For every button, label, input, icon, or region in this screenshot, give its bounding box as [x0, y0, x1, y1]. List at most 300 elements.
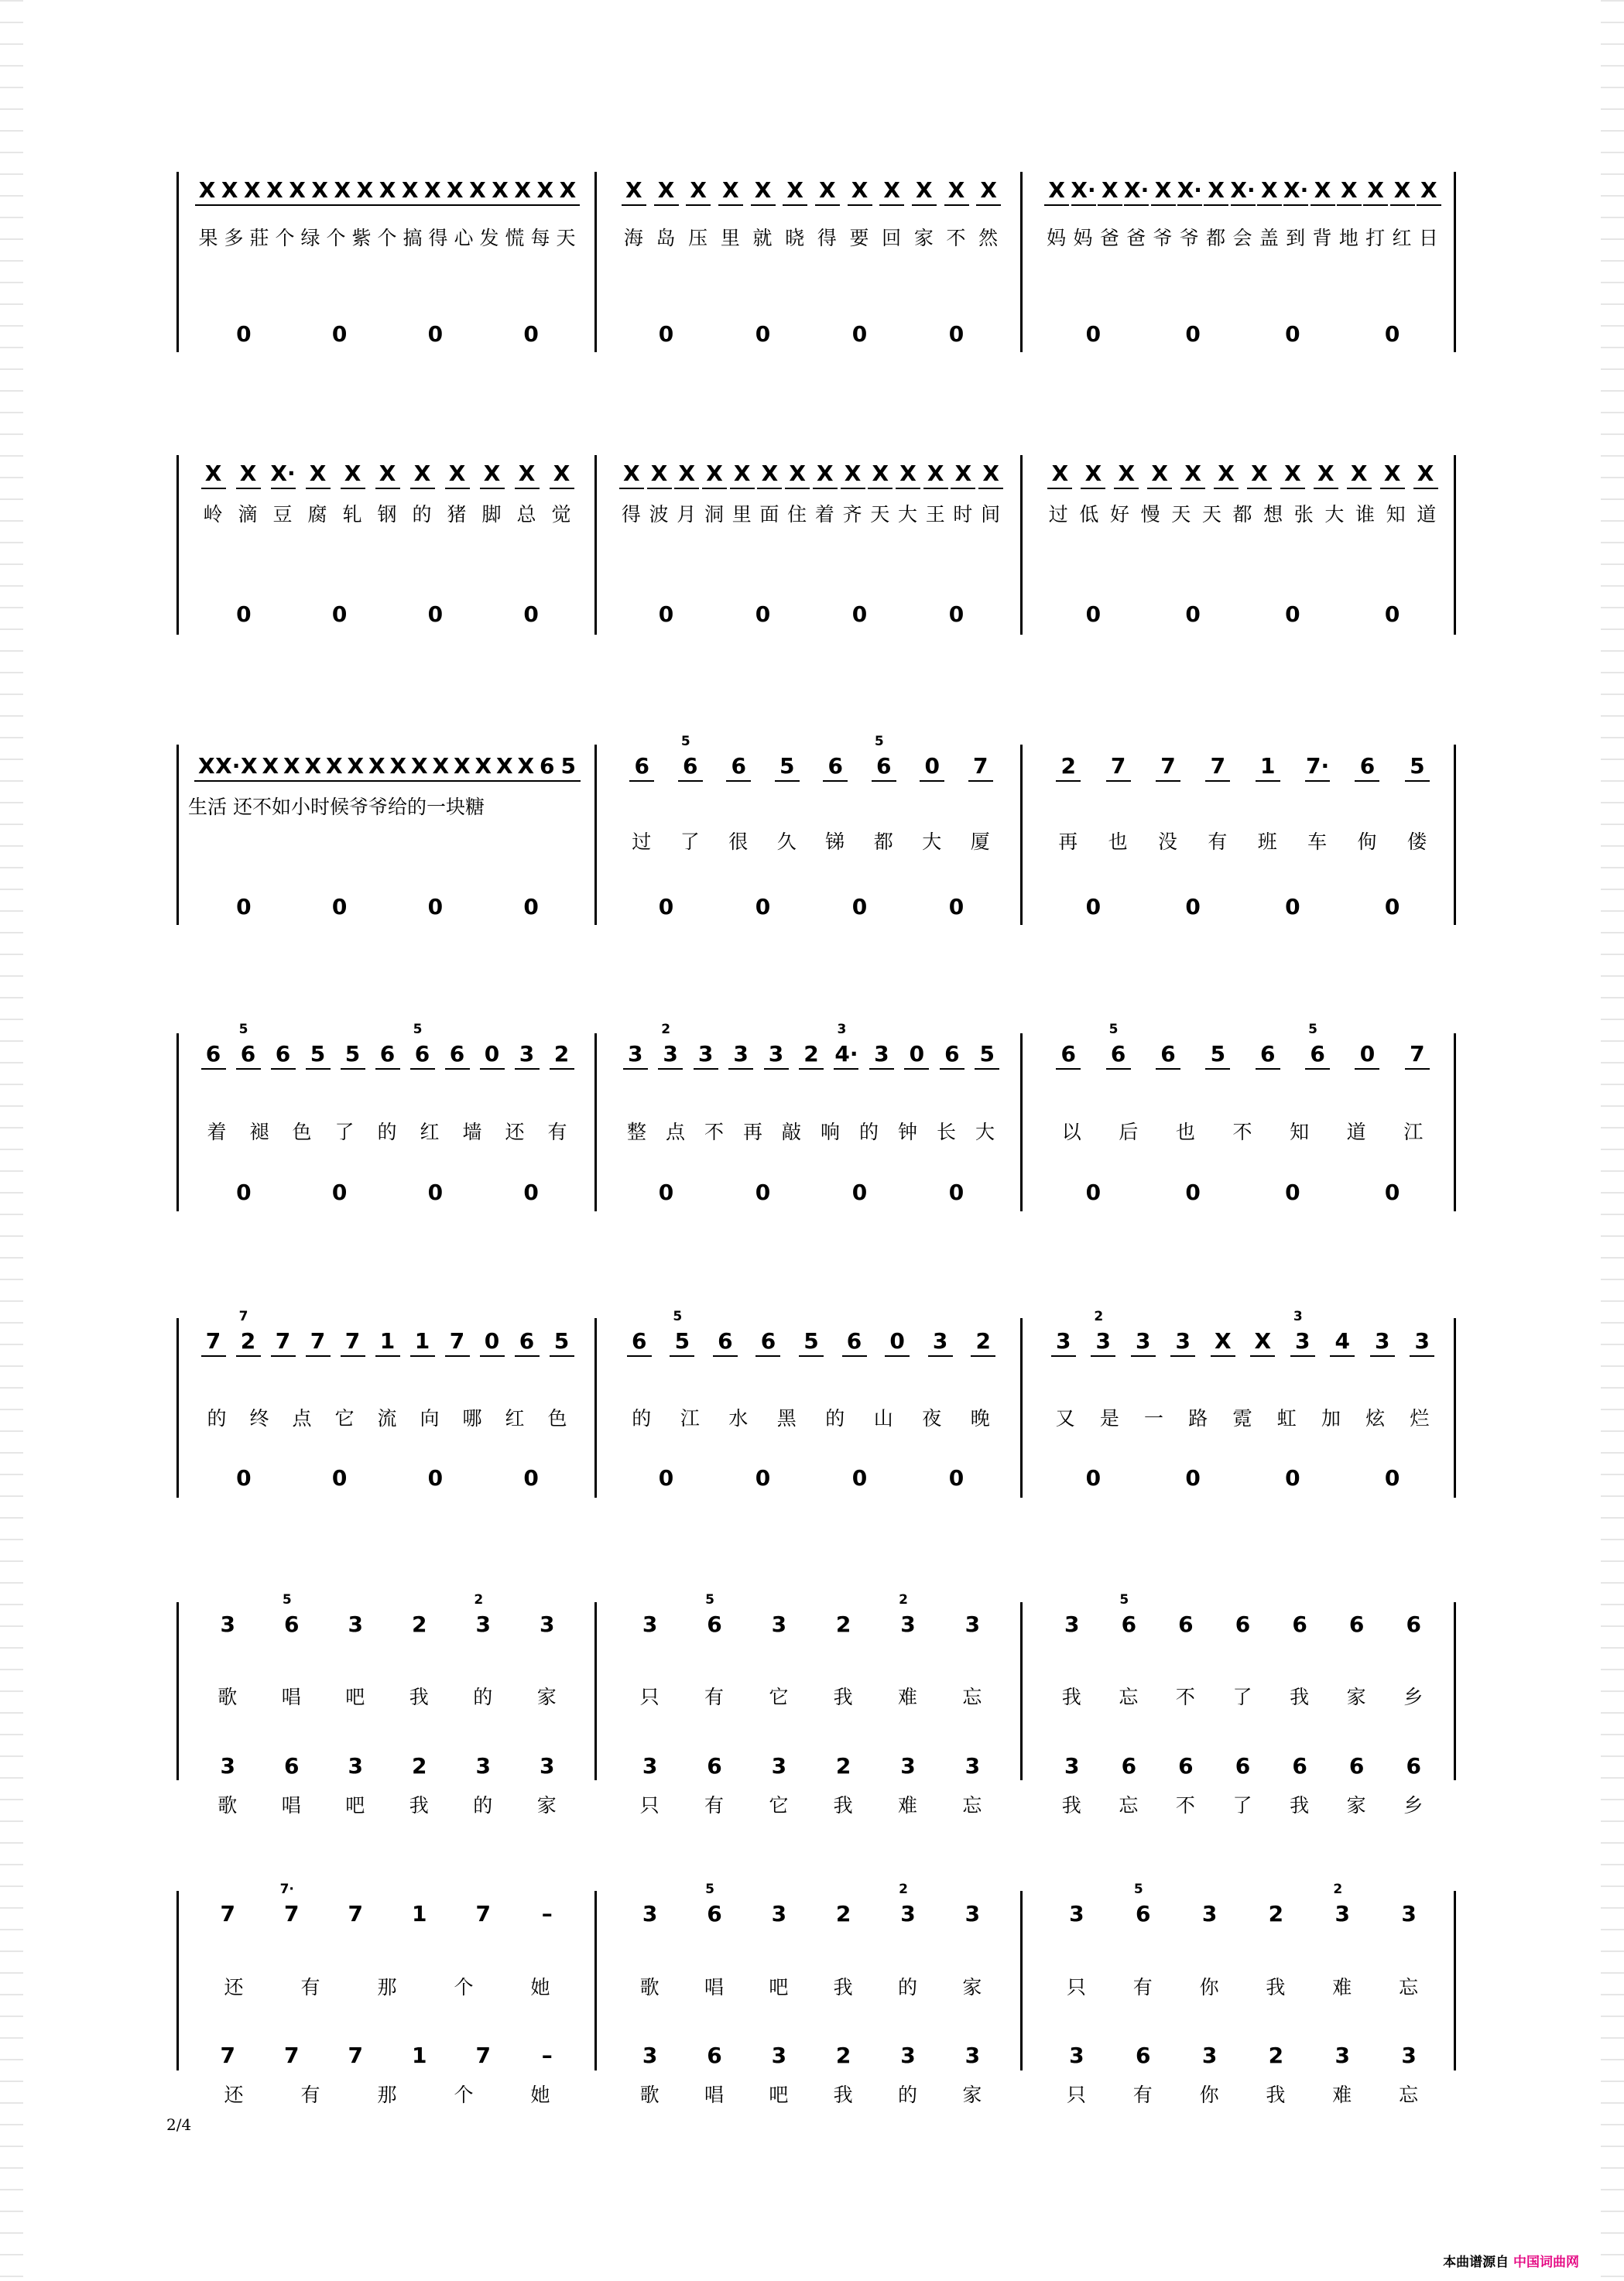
lyric-syllable: 道: [1417, 503, 1437, 526]
melody-note: X: [536, 177, 554, 203]
melody-note: X: [754, 177, 772, 203]
lyric-syllable: 家: [962, 1976, 982, 1998]
melody-note: 0: [1359, 1041, 1376, 1067]
melody-note: 3: [964, 1901, 981, 1927]
melody-note: 5: [779, 753, 795, 779]
lyric-syllable: 难: [1332, 1976, 1352, 1998]
left-page-border: [0, 0, 23, 2281]
beam-line: [445, 1355, 470, 1357]
lyric-syllable: 江: [680, 1407, 700, 1430]
melody-note: 6: [760, 1328, 776, 1354]
lyric-syllable: 谁: [1355, 503, 1375, 526]
beam-line: [1410, 1355, 1434, 1357]
beam-line: [1081, 488, 1105, 489]
melody-note: 3: [932, 1328, 948, 1354]
bass-lyric-syllable: 家: [1346, 1794, 1366, 1817]
melody-note: X: [1341, 177, 1358, 203]
melody-note: X: [344, 461, 361, 486]
melody-note: X: [1367, 177, 1384, 203]
grace-note: 5: [705, 1592, 714, 1608]
lyric-syllable: 乡: [1403, 1686, 1424, 1708]
melody-note: X: [492, 177, 509, 203]
lyric-syllable: 大: [922, 831, 942, 853]
beam-line: [658, 1068, 683, 1070]
beam-line: [1180, 488, 1205, 489]
bass-note: 3: [964, 1753, 981, 1779]
beam-line: [799, 1355, 824, 1357]
melody-note: 6: [1406, 1611, 1421, 1637]
lyric-syllable: 烂: [1410, 1407, 1430, 1430]
beam-line: [674, 488, 699, 489]
bass-note: 0: [658, 1180, 674, 1205]
melody-note: 3: [733, 1041, 749, 1067]
lyric-syllable: 都: [1206, 227, 1226, 249]
beam-line: [1131, 1355, 1156, 1357]
beam-line: [1205, 780, 1230, 782]
beam-line: [1044, 204, 1069, 206]
melody-note: 3: [1095, 1328, 1111, 1354]
lyric-syllable: 只: [639, 1686, 660, 1708]
melody-note: X: [469, 177, 486, 203]
beam-line: [1047, 488, 1072, 489]
lyric-syllable: 还: [224, 1976, 244, 1998]
lyric-syllable: 夜: [922, 1407, 942, 1430]
beam-line: [445, 1068, 470, 1070]
melody-note: 5: [979, 1041, 995, 1067]
grace-note: 3: [837, 1022, 847, 1037]
lyric-syllable: 爸: [1126, 227, 1146, 249]
melody-note: X: [1317, 461, 1334, 486]
lyric-syllable: 偻: [1406, 831, 1427, 853]
melody-note: 6: [1136, 1901, 1151, 1927]
melody-note: X: [982, 461, 999, 486]
melody-note: X: [448, 461, 466, 486]
bass-note: 0: [427, 894, 444, 920]
melody-note: X: [1254, 1328, 1272, 1354]
grace-note: 2: [899, 1592, 908, 1608]
melody-note: 5: [1210, 1041, 1226, 1067]
lyric-syllable: 你: [1199, 1976, 1219, 1998]
bass-note: 0: [1384, 1180, 1400, 1205]
barline: [1454, 172, 1456, 352]
melody-note: 0: [924, 753, 940, 779]
beam-line: [783, 204, 807, 206]
bass-lyric-syllable: 我: [409, 1794, 429, 1817]
bass-note: 0: [1185, 321, 1201, 347]
lyric-syllable: 压: [688, 227, 708, 249]
bass-lyric-syllable: 唱: [281, 1794, 301, 1817]
melody-note: X: [453, 753, 471, 779]
bass-note: 0: [658, 894, 674, 920]
melody-note: 4: [1334, 1328, 1350, 1354]
beam-line: [815, 204, 840, 206]
melody-note: X: [514, 177, 531, 203]
lyric-syllable: 敲: [782, 1121, 802, 1143]
lyric-syllable: 岭: [203, 503, 223, 526]
melody-note: X: [678, 461, 696, 486]
grace-note: 2: [1333, 1882, 1343, 1897]
melody-note: X: [240, 753, 258, 779]
bass-note: 0: [236, 1180, 252, 1205]
bass-note: 0: [948, 1180, 964, 1205]
melody-note: 2: [835, 1901, 851, 1927]
lyric-syllable: 忘: [1399, 1976, 1419, 1998]
lyric-syllable: 它: [769, 1686, 789, 1708]
lyric-syllable: 有: [547, 1121, 567, 1143]
beam-line: [1114, 488, 1139, 489]
beam-line: [1106, 1068, 1131, 1070]
melody-note: 6: [634, 753, 649, 779]
bass-note: 0: [523, 321, 539, 347]
lyric-syllable: 炫: [1365, 1407, 1386, 1430]
lyric-syllable: 背: [1312, 227, 1332, 249]
melody-note: 7: [284, 1901, 300, 1927]
lyric-syllable: 再: [1058, 831, 1078, 853]
lyric-syllable: 点: [666, 1121, 686, 1143]
bass-note: 0: [523, 601, 539, 627]
beam-line: [443, 204, 468, 206]
beam-line: [488, 204, 512, 206]
beam-line: [841, 488, 865, 489]
lyric-line: 生活 还不如小时候爷爷给的一块糖: [188, 796, 485, 818]
melody-note: X: [289, 177, 306, 203]
bass-note: 6: [1178, 1753, 1194, 1779]
bass-note: 0: [851, 321, 868, 347]
melody-note: 3: [475, 1611, 491, 1637]
barline: [1020, 745, 1023, 925]
melody-note: X: [1208, 177, 1225, 203]
lyric-syllable: 是: [1099, 1407, 1119, 1430]
lyric-syllable: 面: [759, 503, 779, 526]
beam-line: [410, 488, 435, 489]
beam-line: [1355, 780, 1379, 782]
lyric-syllable: 大: [1324, 503, 1345, 526]
barline: [1454, 1891, 1456, 2070]
melody-note: X: [283, 753, 300, 779]
bass-note: 0: [1085, 321, 1102, 347]
beam-line: [686, 204, 711, 206]
beam-line: [1211, 1355, 1235, 1357]
bass-note: 0: [331, 321, 348, 347]
bass-note: 0: [755, 894, 771, 920]
lyric-syllable: 王: [925, 503, 945, 526]
bass-note: 0: [755, 1465, 771, 1491]
melody-note: 7: [344, 1328, 361, 1354]
beam-line: [1311, 204, 1335, 206]
melody-note: X: [379, 177, 396, 203]
beam-line: [1405, 1068, 1430, 1070]
lyric-syllable: 不: [946, 227, 966, 249]
melody-note: 0: [889, 1328, 905, 1354]
melody-note: X·: [1230, 177, 1256, 203]
bass-note: 7: [220, 2043, 235, 2068]
bass-lyric-syllable: 的: [898, 2084, 918, 2106]
lyric-syllable: 家: [1346, 1686, 1366, 1708]
lyric-syllable: 歌: [218, 1686, 238, 1708]
lyric-syllable: 月: [677, 503, 697, 526]
barline: [1020, 1602, 1023, 1780]
beam-line: [1290, 1355, 1315, 1357]
lyric-syllable: 终: [249, 1407, 269, 1430]
melody-note: 6: [414, 1041, 430, 1067]
beam-line: [971, 1355, 995, 1357]
melody-note: X·: [270, 461, 296, 486]
barline: [176, 172, 179, 352]
lyric-syllable: 齐: [842, 503, 862, 526]
bass-note: 0: [523, 1180, 539, 1205]
melody-note: 1: [412, 1901, 427, 1927]
melody-note: 7: [220, 1901, 235, 1927]
beam-line: [1417, 204, 1441, 206]
beam-line: [799, 1068, 824, 1070]
melody-note: 6: [275, 1041, 291, 1067]
lyric-syllable: 就: [752, 227, 773, 249]
beam-line: [718, 204, 743, 206]
lyric-syllable: 褪: [249, 1121, 269, 1143]
lyric-syllable: 过: [632, 831, 652, 853]
melody-note: 3: [1414, 1328, 1430, 1354]
bass-lyric-syllable: 只: [639, 1794, 660, 1817]
lyric-syllable: 锑: [825, 831, 845, 853]
beam-line: [928, 1355, 953, 1357]
melody-note: 6: [846, 1328, 862, 1354]
melody-note: 3: [642, 1611, 658, 1637]
melody-note: X: [325, 753, 343, 779]
melody-note: 3: [874, 1041, 889, 1067]
lyric-syllable: 班: [1257, 831, 1277, 853]
beam-line: [872, 780, 896, 782]
barline: [594, 172, 597, 352]
melody-note: X: [311, 177, 328, 203]
melody-note: 2: [553, 1041, 570, 1067]
lyric-syllable: 爸: [1099, 227, 1119, 249]
bass-note: 0: [523, 894, 539, 920]
lyric-syllable: 都: [1232, 503, 1252, 526]
bass-note: 0: [331, 1465, 348, 1491]
beam-line: [775, 780, 800, 782]
lyric-syllable: 腐: [307, 503, 327, 526]
melody-note: X: [1151, 461, 1168, 486]
lyric-syllable: 的: [632, 1407, 652, 1430]
melody-note: 7: [275, 1328, 291, 1354]
bass-note: 3: [475, 1753, 491, 1779]
bass-lyric-syllable: 难: [1332, 2084, 1352, 2106]
beam-line: [420, 204, 445, 206]
beam-line: [1337, 204, 1362, 206]
beam-line: [627, 1355, 652, 1357]
beam-line: [271, 488, 296, 489]
barline: [594, 1318, 597, 1498]
melody-note: X: [947, 177, 965, 203]
melody-note: X: [1420, 177, 1437, 203]
beam-line: [480, 1355, 505, 1357]
melody-note: 7: [205, 1328, 221, 1354]
lyric-syllable: 大: [975, 1121, 995, 1143]
beam-line: [879, 204, 904, 206]
barline: [176, 1602, 179, 1780]
lyric-syllable: 大: [898, 503, 918, 526]
melody-note: 3: [1069, 1901, 1084, 1927]
lyric-syllable: 路: [1188, 1407, 1208, 1430]
bass-note: 0: [658, 321, 674, 347]
beam-line: [1071, 204, 1096, 206]
barline: [594, 1891, 597, 2070]
lyric-syllable: 晓: [785, 227, 805, 249]
melody-note: 1: [379, 1328, 396, 1354]
lyric-syllable: 那: [377, 1976, 397, 1998]
beam-line: [1056, 780, 1081, 782]
bass-lyric-syllable: 只: [1066, 2084, 1086, 2106]
lyric-syllable: 黑: [776, 1407, 797, 1430]
bass-note: 3: [1064, 1753, 1080, 1779]
lyric-syllable: 我: [1266, 1976, 1286, 1998]
lyric-syllable: 了: [1232, 1686, 1252, 1708]
beam-line: [375, 488, 400, 489]
beam-line: [1147, 488, 1172, 489]
grace-note: 2: [899, 1882, 908, 1897]
lyric-syllable: 虹: [1276, 1407, 1297, 1430]
beam-line: [654, 204, 679, 206]
lyric-syllable: 色: [547, 1407, 567, 1430]
beam-line: [410, 1068, 435, 1070]
melody-note: 6: [707, 1611, 722, 1637]
melody-note: X: [1284, 461, 1301, 486]
bass-note: 3: [642, 1753, 658, 1779]
beam-line: [868, 488, 893, 489]
melody-note: –: [541, 1901, 553, 1927]
beam-line: [1280, 488, 1305, 489]
beam-line: [1098, 204, 1122, 206]
lyric-syllable: 整: [627, 1121, 647, 1143]
grace-note: 5: [680, 734, 690, 749]
bass-note: 0: [427, 1465, 444, 1491]
bass-note: 0: [236, 321, 252, 347]
grace-note: 5: [1108, 1022, 1119, 1037]
bass-note: 0: [948, 1465, 964, 1491]
melody-note: 7: [310, 1328, 326, 1354]
beam-line: [240, 204, 265, 206]
bass-note: 0: [1384, 321, 1400, 347]
barline: [1454, 455, 1456, 635]
melody-note: 6: [240, 1041, 256, 1067]
melody-note: X: [475, 753, 492, 779]
melody-note: X: [389, 753, 407, 779]
melody-note: X: [401, 177, 419, 203]
lyric-syllable: 家: [536, 1686, 557, 1708]
beam-line: [1106, 780, 1131, 782]
lyric-syllable: 滴: [238, 503, 258, 526]
bass-note: 0: [1085, 894, 1102, 920]
lyric-syllable: 脚: [481, 503, 502, 526]
beam-line: [515, 488, 540, 489]
bass-note: 0: [851, 601, 868, 627]
beam-line: [623, 1068, 648, 1070]
lyric-syllable: 有: [1132, 1976, 1153, 1998]
lyric-syllable: 绿: [300, 227, 320, 249]
melody-note: 3: [220, 1611, 235, 1637]
lyric-syllable: 妈: [1073, 227, 1093, 249]
beam-line: [1250, 1355, 1275, 1357]
lyric-syllable: 日: [1418, 227, 1438, 249]
bass-note: 0: [523, 1465, 539, 1491]
bass-lyric-syllable: 的: [473, 1794, 493, 1817]
melody-note: X: [1251, 461, 1268, 486]
beam-line: [755, 1355, 780, 1357]
lyric-syllable: 天: [870, 503, 890, 526]
beam-line: [306, 1355, 331, 1357]
bass-note: 3: [220, 1753, 235, 1779]
melody-note: 6: [1060, 1041, 1076, 1067]
beam-line: [842, 1355, 867, 1357]
beam-line: [1204, 204, 1228, 206]
beam-line: [968, 780, 993, 782]
melody-note: 6: [632, 1328, 647, 1354]
beam-line: [1156, 1068, 1180, 1070]
melody-note: X: [483, 461, 501, 486]
beam-line: [1305, 780, 1330, 782]
lyric-syllable: 山: [873, 1407, 893, 1430]
melody-note: 3: [771, 1901, 787, 1927]
lyric-syllable: 都: [873, 831, 893, 853]
bass-lyric-syllable: 我: [1290, 1794, 1310, 1817]
beam-line: [1363, 204, 1388, 206]
melody-note: X: [410, 753, 428, 779]
melody-note: X: [657, 177, 675, 203]
grace-note: 5: [1308, 1022, 1317, 1037]
melody-note: X: [432, 753, 450, 779]
barline: [1020, 172, 1023, 352]
lyric-syllable: 向: [420, 1407, 440, 1430]
beam-line: [533, 204, 557, 206]
barline: [176, 1318, 179, 1498]
bass-note: 3: [900, 1753, 916, 1779]
page-number: 2/4: [166, 2115, 192, 2134]
melody-note: 5: [553, 1328, 570, 1354]
melody-note: 6: [683, 753, 698, 779]
barline: [594, 1033, 597, 1211]
beam-line: [1330, 1355, 1355, 1357]
lyric-syllable: 然: [978, 227, 999, 249]
bass-note: 3: [1069, 2043, 1084, 2068]
lyric-syllable: 的: [207, 1407, 227, 1430]
lyric-syllable: 再: [743, 1121, 763, 1143]
melody-note: 3: [1136, 1328, 1151, 1354]
beam-line: [330, 204, 355, 206]
lyric-syllable: 也: [1108, 831, 1128, 853]
beam-line: [622, 204, 646, 206]
bass-lyric-syllable: 不: [1175, 1794, 1195, 1817]
bass-note: 2: [412, 1753, 427, 1779]
melody-note: 7: [1210, 753, 1226, 779]
melody-note: 3: [663, 1041, 678, 1067]
beam-line: [352, 204, 377, 206]
lyric-syllable: 有: [704, 1686, 725, 1708]
melody-note: 3: [900, 1611, 916, 1637]
melody-note: 6: [205, 1041, 221, 1067]
beam-line: [1314, 488, 1338, 489]
melody-note: X: [916, 177, 933, 203]
beam-line: [465, 204, 490, 206]
melody-note: X: [623, 461, 640, 486]
melody-note: X: [819, 177, 836, 203]
bass-note: 3: [771, 1753, 787, 1779]
bass-note: 0: [1085, 601, 1102, 627]
melody-note: 7: [1160, 753, 1176, 779]
bass-note: 0: [1285, 601, 1300, 627]
melody-note: 7: [449, 1328, 465, 1354]
melody-note: X: [761, 461, 779, 486]
bass-note: 3: [964, 2043, 981, 2068]
